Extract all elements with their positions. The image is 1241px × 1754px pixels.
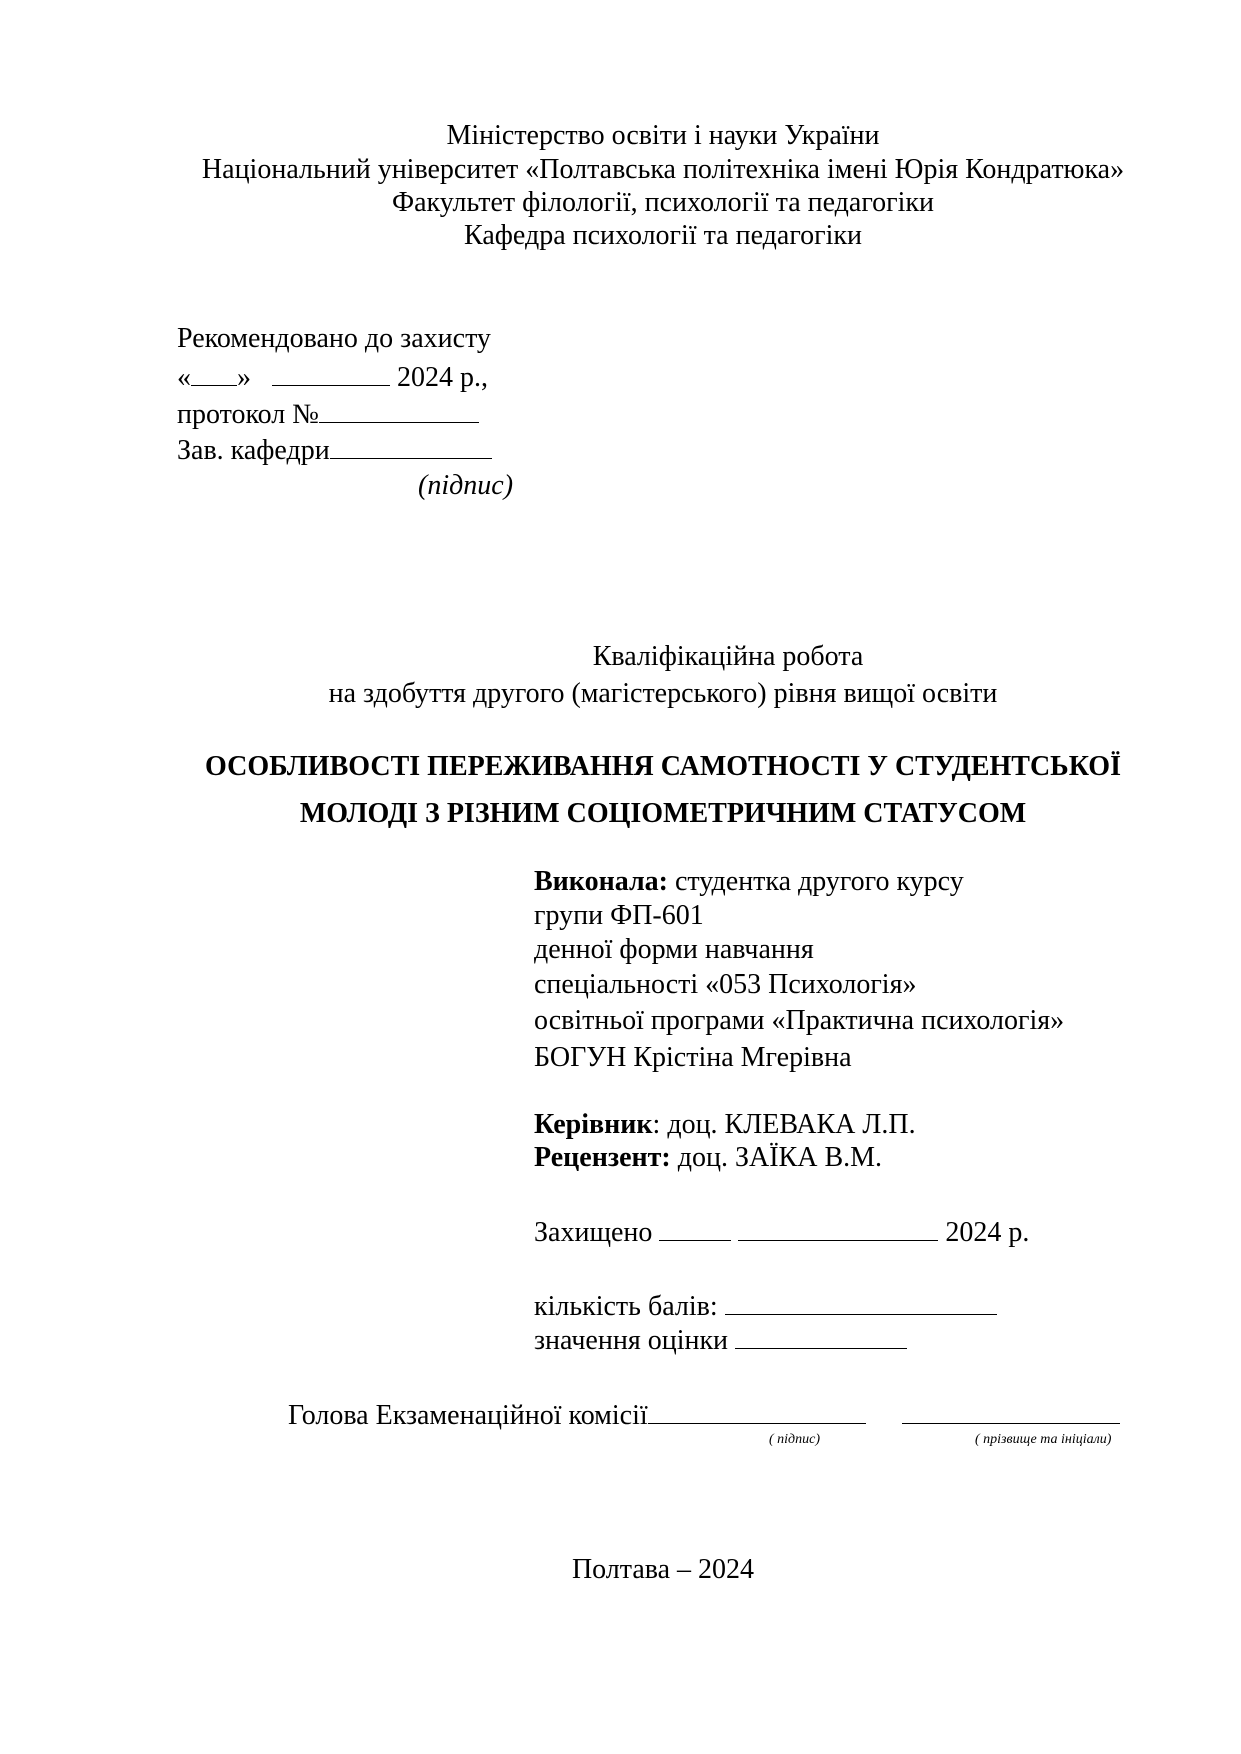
grade-blank[interactable] <box>735 1322 907 1349</box>
supervisor-label: Керівник <box>534 1109 653 1140</box>
points-label: кількість балів: <box>534 1291 718 1322</box>
reviewer-value: доц. ЗАЇКА В.М. <box>670 1142 883 1173</box>
defense-month-blank[interactable] <box>738 1214 938 1241</box>
university-line: Національний університет «Полтавська політехніка імені Юрія Кондратюка» <box>201 154 1125 185</box>
defense-label: Захищено <box>534 1217 653 1248</box>
author-group: групи ФП-601 <box>534 900 704 931</box>
defense-line <box>534 1214 1029 1250</box>
commission-signature-blank[interactable] <box>648 1397 866 1424</box>
protocol-blank[interactable] <box>319 396 479 423</box>
author-program: освітньої програми «Практична психологія» <box>534 1005 1065 1036</box>
head-label: Зав. кафедри <box>177 435 330 466</box>
day-blank[interactable] <box>191 359 237 386</box>
commission-label: Голова Екзаменаційної комісії <box>288 1400 648 1431</box>
city-year: Полтава – 2024 <box>571 1554 755 1585</box>
author-label: Виконала: <box>534 866 668 897</box>
grade-line <box>534 1322 907 1358</box>
protocol-line <box>177 396 479 432</box>
faculty-line: Факультет філології, психології та педагогіки <box>392 187 934 218</box>
author-name: БОГУН Крістіна Мгерівна <box>534 1042 852 1073</box>
protocol-label: протокол № <box>177 399 319 430</box>
commission-name-hint: ( прізвище та ініціали) <box>975 1432 1112 1447</box>
date-close: » <box>237 362 251 393</box>
title-line-1: ОСОБЛИВОСТІ ПЕРЕЖИВАННЯ САМОТНОСТІ У СТУДЕНТСЬКОЇ <box>205 751 1121 782</box>
commission-line <box>288 1397 1120 1433</box>
supervisor-value: : доц. КЛЕВАКА Л.П. <box>652 1109 916 1140</box>
reviewer-line <box>534 1141 882 1175</box>
supervisor-line <box>534 1108 916 1142</box>
points-blank[interactable] <box>725 1288 997 1315</box>
author-specialty: спеціальності «053 Психологія» <box>534 969 917 1000</box>
reviewer-label: Рецензент: <box>534 1142 671 1173</box>
head-signature-blank[interactable] <box>330 432 492 459</box>
date-year: 2024 р., <box>397 362 488 393</box>
recommendation-date <box>177 359 488 395</box>
department-line: Кафедра психології та педагогіки <box>464 220 862 251</box>
defense-day-blank[interactable] <box>659 1214 731 1241</box>
title-line-2: МОЛОДІ З РІЗНИМ СОЦІОМЕТРИЧНИМ СТАТУСОМ <box>299 798 1027 829</box>
recommended-label: Рекомендовано до захисту <box>177 323 491 354</box>
points-line <box>534 1288 997 1324</box>
work-type: Кваліфікаційна робота <box>592 641 864 672</box>
author-form: денної форми навчання <box>534 934 814 965</box>
author-line <box>534 865 964 899</box>
grade-label: значення оцінки <box>534 1325 729 1356</box>
date-open: « <box>177 362 191 393</box>
signature-hint: (підпис) <box>418 470 514 501</box>
author-course: студентка другого курсу <box>667 866 964 897</box>
month-blank[interactable] <box>272 359 390 386</box>
work-degree: на здобуття другого (магістерського) рівня вищої освіти <box>328 678 998 709</box>
defense-year: 2024 р. <box>945 1217 1030 1248</box>
ministry-line: Міністерство освіти і науки України <box>446 120 880 151</box>
commission-signature-hint: ( підпис) <box>769 1432 821 1447</box>
commission-name-blank[interactable] <box>902 1397 1120 1424</box>
head-line <box>177 432 492 468</box>
